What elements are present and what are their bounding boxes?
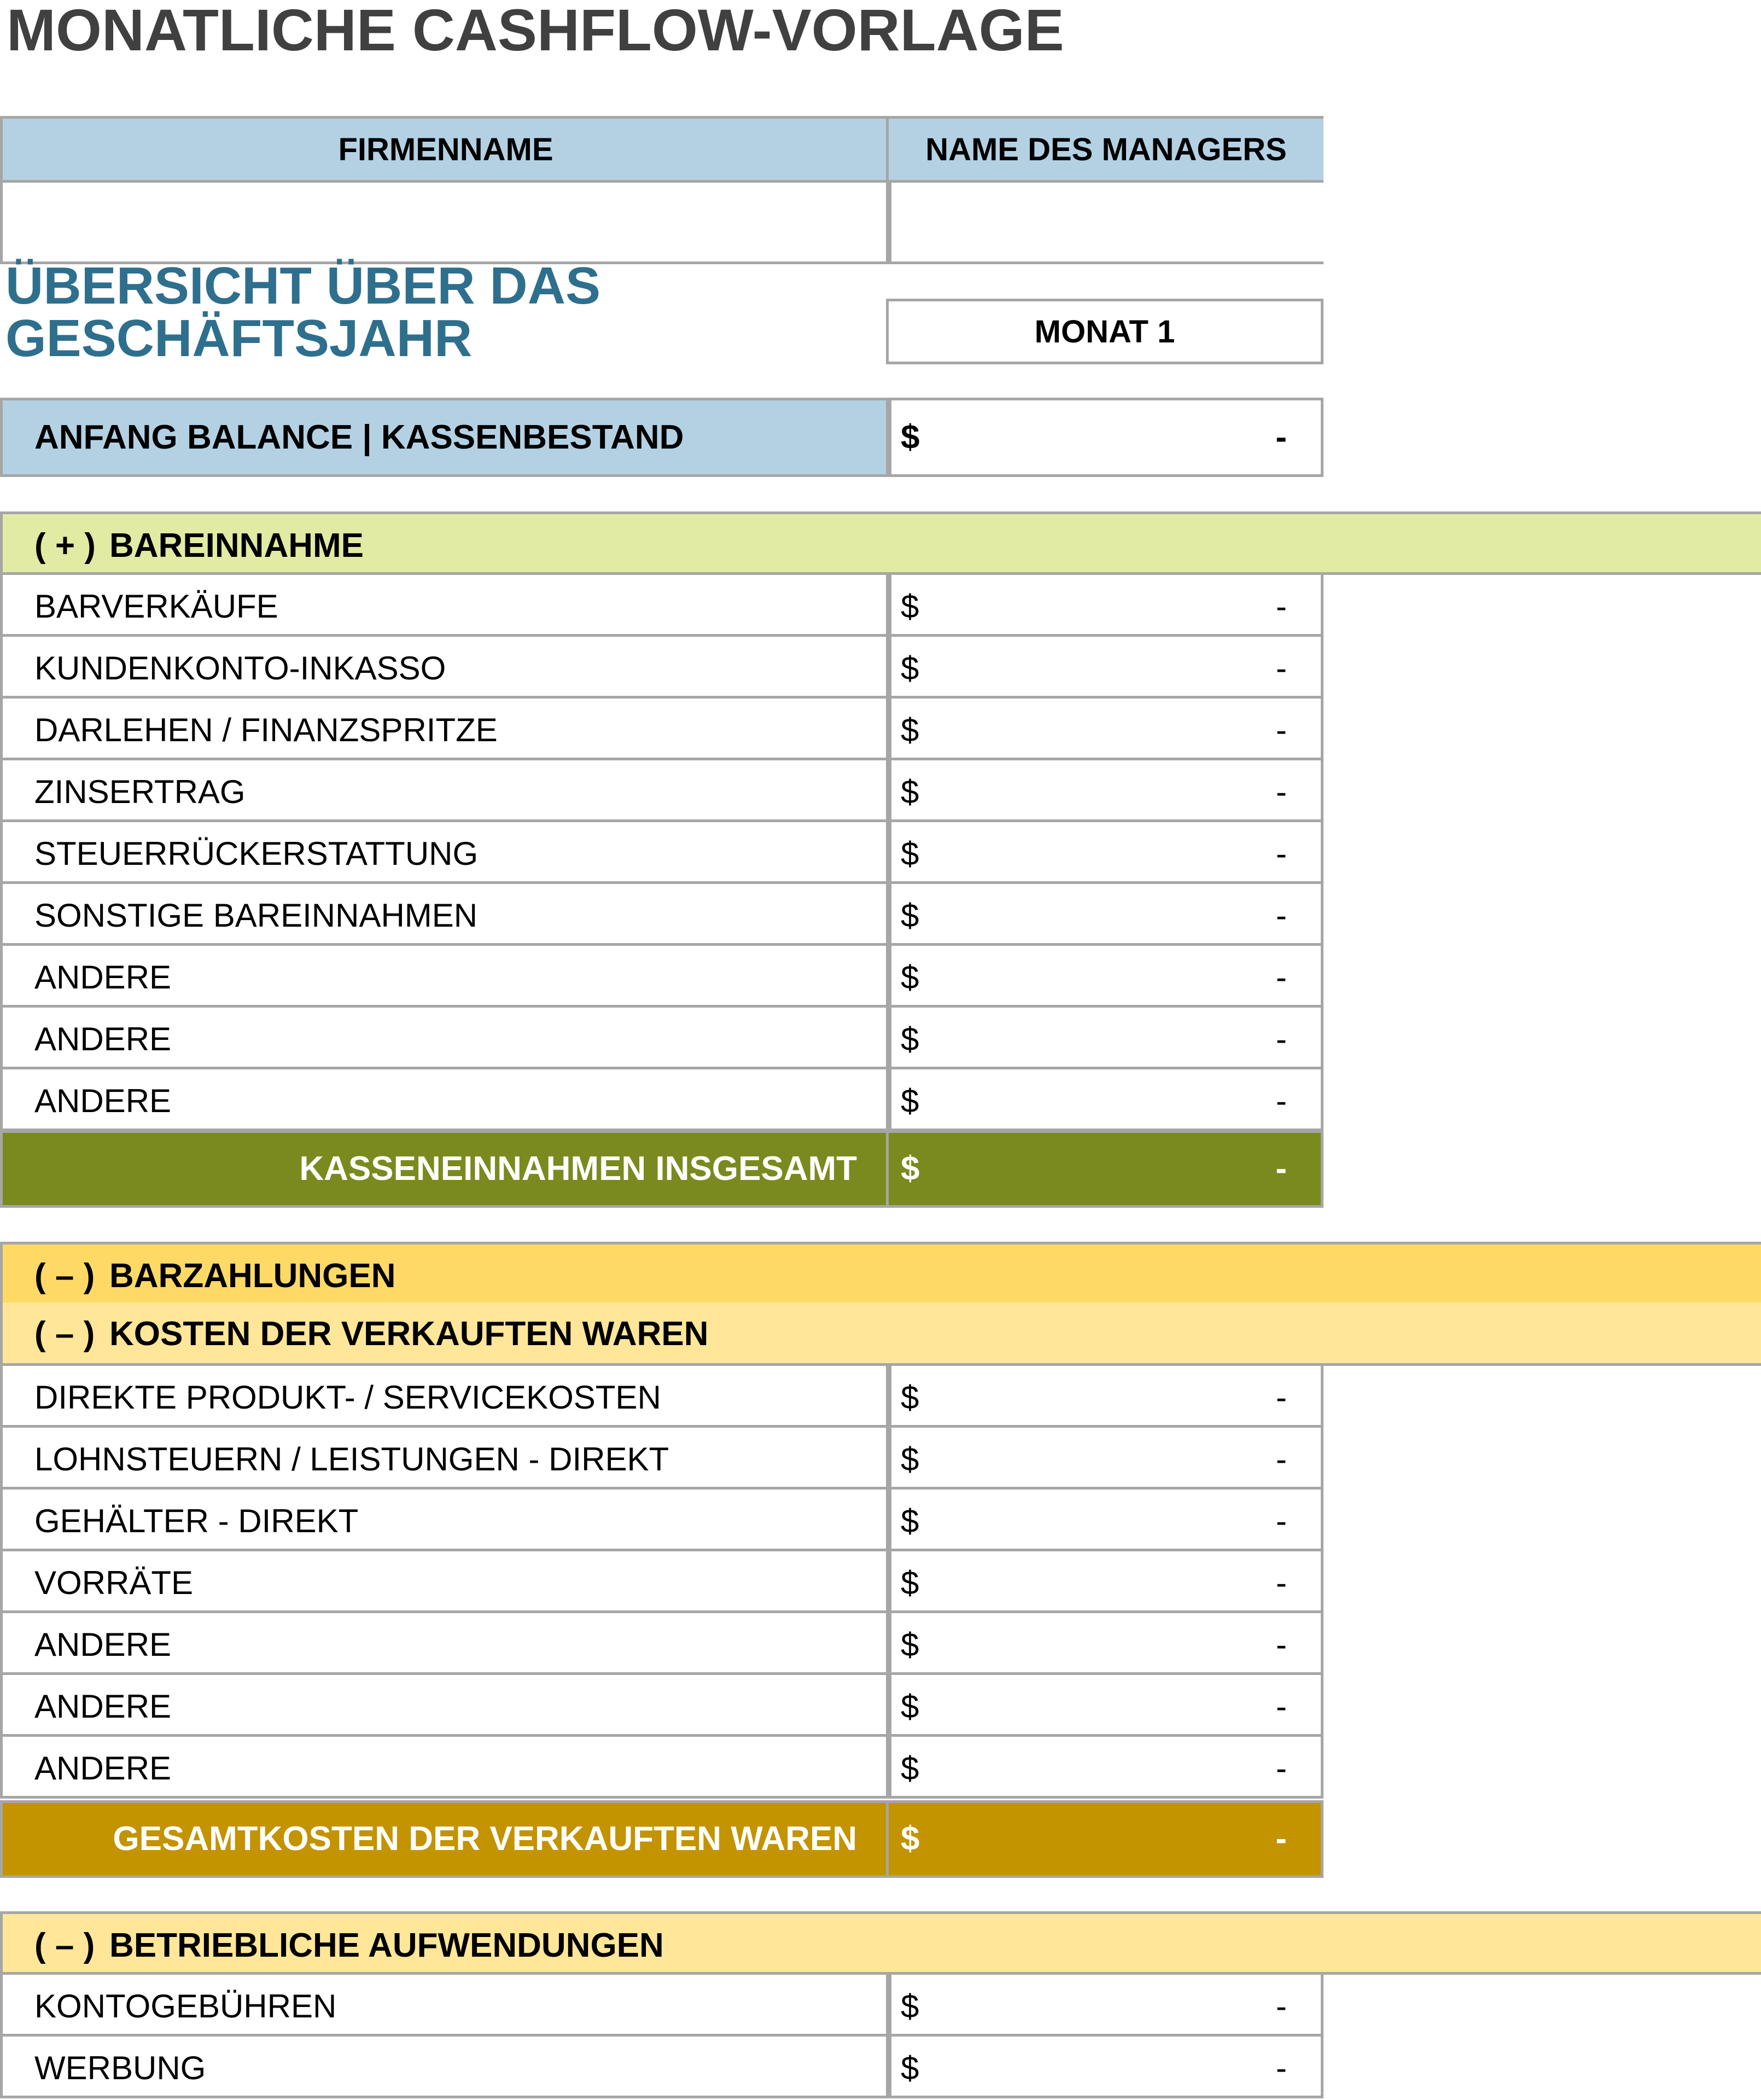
currency-symbol: $ — [901, 650, 919, 687]
line-item-value-cell[interactable] — [886, 1067, 1323, 1131]
cogs-sign: ( – ) — [34, 1315, 95, 1353]
line-item-value-cell[interactable] — [886, 1425, 1323, 1490]
overview-heading-line2: GESCHÄFTSJAHR — [5, 309, 473, 368]
cogs-total-value: - — [1275, 1820, 1287, 1858]
line-item-label-cell — [0, 758, 891, 822]
line-item-label-cell — [0, 819, 891, 884]
line-item-value: - — [1276, 1021, 1287, 1057]
line-item-value-cell[interactable] — [886, 1005, 1323, 1069]
line-item-label-cell — [0, 1549, 891, 1613]
line-item-value-cell[interactable] — [886, 634, 1323, 699]
company-name-field[interactable] — [0, 180, 891, 264]
line-item-value-cell[interactable] — [886, 881, 1323, 946]
line-item-label-cell — [0, 1610, 891, 1675]
line-item-value: - — [1276, 897, 1287, 934]
currency-symbol: $ — [901, 1150, 920, 1188]
receipts-total-label: KASSENEINNAHMEN INSGESAMT — [299, 1150, 857, 1188]
currency-symbol: $ — [901, 418, 920, 456]
cogs-title: KOSTEN DER VERKAUFTEN WAREN — [109, 1315, 709, 1353]
line-item-value: - — [1276, 1083, 1287, 1119]
line-item-label: KONTOGEBÜHREN — [34, 1988, 337, 2025]
line-item-label: GEHÄLTER - DIREKT — [34, 1503, 359, 1539]
line-item-value-cell[interactable] — [886, 1549, 1323, 1613]
line-item-value: - — [1276, 1503, 1287, 1539]
page-title: MONATLICHE CASHFLOW-VORLAGE — [7, 0, 1064, 63]
opex-title: BETRIEBLICHE AUFWENDUNGEN — [109, 1927, 664, 1964]
line-item-value: - — [1276, 773, 1287, 810]
line-item-value-cell[interactable] — [886, 572, 1323, 637]
line-item-value: - — [1276, 712, 1287, 748]
line-item-value-cell[interactable] — [886, 758, 1323, 822]
receipts-title: BAREINNAHME — [109, 527, 364, 565]
cogs-total-label-cell — [0, 1800, 891, 1878]
line-item-value: - — [1276, 1441, 1287, 1477]
currency-symbol: $ — [901, 1564, 919, 1601]
line-item-value-cell[interactable] — [886, 696, 1323, 760]
month-header — [886, 299, 1323, 364]
line-item-label: WERBUNG — [34, 2050, 206, 2086]
line-item-label: ZINSERTRAG — [34, 773, 246, 810]
line-item-label-cell — [0, 1067, 891, 1131]
line-item-value-cell[interactable] — [886, 1363, 1323, 1428]
currency-symbol: $ — [901, 1688, 919, 1725]
currency-symbol: $ — [901, 1988, 919, 2025]
payments-sign: ( – ) — [34, 1257, 95, 1295]
currency-symbol: $ — [901, 1750, 919, 1787]
line-item-value-cell[interactable] — [886, 1734, 1323, 1799]
line-item-label-cell — [0, 634, 891, 699]
currency-symbol: $ — [901, 1379, 919, 1416]
line-item-value: - — [1276, 1626, 1287, 1663]
line-item-label: LOHNSTEUERN / LEISTUNGEN - DIREKT — [34, 1441, 669, 1477]
line-item-label-cell — [0, 1972, 891, 2037]
currency-symbol: $ — [901, 773, 919, 810]
month-label: MONAT 1 — [1034, 313, 1175, 350]
receipts-total-value: - — [1275, 1150, 1287, 1188]
line-item-value: - — [1276, 650, 1287, 687]
line-item-value: - — [1276, 1750, 1287, 1787]
company-name-header — [0, 116, 891, 183]
opex-section-header — [0, 1911, 1761, 1975]
line-item-label: VORRÄTE — [34, 1564, 194, 1601]
manager-name-label: NAME DES MANAGERS — [925, 131, 1287, 167]
currency-symbol: $ — [901, 1626, 919, 1663]
receipts-section-header — [0, 511, 1761, 575]
line-item-label: ANDERE — [34, 959, 172, 996]
line-item-value-cell[interactable] — [886, 819, 1323, 884]
line-item-label-cell — [0, 696, 891, 760]
company-name-label: FIRMENNAME — [338, 131, 553, 167]
manager-name-header — [886, 116, 1323, 183]
currency-symbol: $ — [901, 1021, 919, 1057]
cogs-total-label: GESAMTKOSTEN DER VERKAUFTEN WAREN — [113, 1820, 857, 1858]
currency-symbol: $ — [901, 1441, 919, 1477]
line-item-value-cell[interactable] — [886, 1487, 1323, 1551]
line-item-label-cell — [0, 1363, 891, 1428]
line-item-label-cell — [0, 881, 891, 946]
line-item-value-cell[interactable] — [886, 2034, 1323, 2098]
line-item-label-cell — [0, 1487, 891, 1551]
line-item-label: SONSTIGE BAREINNAHMEN — [34, 897, 478, 934]
currency-symbol: $ — [901, 1083, 919, 1119]
currency-symbol: $ — [901, 588, 919, 625]
line-item-label: KUNDENKONTO-INKASSO — [34, 650, 446, 687]
line-item-value: - — [1276, 1379, 1287, 1416]
line-item-label-cell — [0, 1005, 891, 1069]
payments-section-header — [0, 1242, 1761, 1305]
line-item-label-cell — [0, 1425, 891, 1490]
currency-symbol: $ — [901, 1820, 920, 1858]
line-item-label: ANDERE — [34, 1750, 172, 1787]
line-item-value-cell[interactable] — [886, 1610, 1323, 1675]
receipts-total-value-cell — [886, 1130, 1323, 1208]
overview-heading — [5, 257, 601, 368]
opening-balance-label: ANFANG BALANCE | KASSENBESTAND — [34, 418, 684, 456]
line-item-value-cell[interactable] — [886, 1972, 1323, 2037]
payments-title: BARZAHLUNGEN — [109, 1257, 396, 1295]
line-item-label-cell — [0, 2034, 891, 2098]
currency-symbol: $ — [901, 959, 919, 996]
line-item-label: ANDERE — [34, 1083, 172, 1119]
line-item-label: BARVERKÄUFE — [34, 588, 278, 625]
overview-heading-line1: ÜBERSICHT ÜBER DAS — [5, 257, 601, 315]
opening-balance-label-cell — [0, 398, 891, 477]
line-item-label-cell — [0, 943, 891, 1008]
line-item-label: ANDERE — [34, 1688, 172, 1725]
line-item-value-cell[interactable] — [886, 943, 1323, 1008]
line-item-value: - — [1276, 1564, 1287, 1601]
line-item-label: ANDERE — [34, 1626, 172, 1663]
line-item-value-cell[interactable] — [886, 1672, 1323, 1737]
manager-name-field[interactable] — [886, 180, 1323, 264]
opening-balance-value-cell[interactable] — [886, 398, 1323, 477]
line-item-label: STEUERRÜCKERSTATTUNG — [34, 835, 479, 872]
line-item-value: - — [1276, 588, 1287, 625]
receipts-total-label-cell — [0, 1130, 891, 1208]
currency-symbol: $ — [901, 897, 919, 934]
cogs-section-header — [0, 1302, 1761, 1366]
opex-sign: ( – ) — [34, 1927, 95, 1964]
line-item-value: - — [1276, 959, 1287, 996]
line-item-label-cell — [0, 1672, 891, 1737]
cogs-total-value-cell — [886, 1800, 1323, 1878]
currency-symbol: $ — [901, 712, 919, 748]
receipts-sign: ( + ) — [34, 527, 96, 565]
line-item-label-cell — [0, 1734, 891, 1799]
line-item-label-cell — [0, 572, 891, 637]
line-item-label: DIREKTE PRODUKT- / SERVICEKOSTEN — [34, 1379, 661, 1416]
currency-symbol: $ — [901, 1503, 919, 1539]
currency-symbol: $ — [901, 835, 919, 872]
line-item-value: - — [1276, 1688, 1287, 1725]
line-item-value: - — [1276, 1988, 1287, 2025]
line-item-label: DARLEHEN / FINANZSPRITZE — [34, 712, 498, 748]
currency-symbol: $ — [901, 2050, 919, 2086]
line-item-value: - — [1276, 2050, 1287, 2086]
opening-balance-value: - — [1275, 418, 1287, 456]
line-item-value: - — [1276, 835, 1287, 872]
line-item-label: ANDERE — [34, 1021, 172, 1057]
